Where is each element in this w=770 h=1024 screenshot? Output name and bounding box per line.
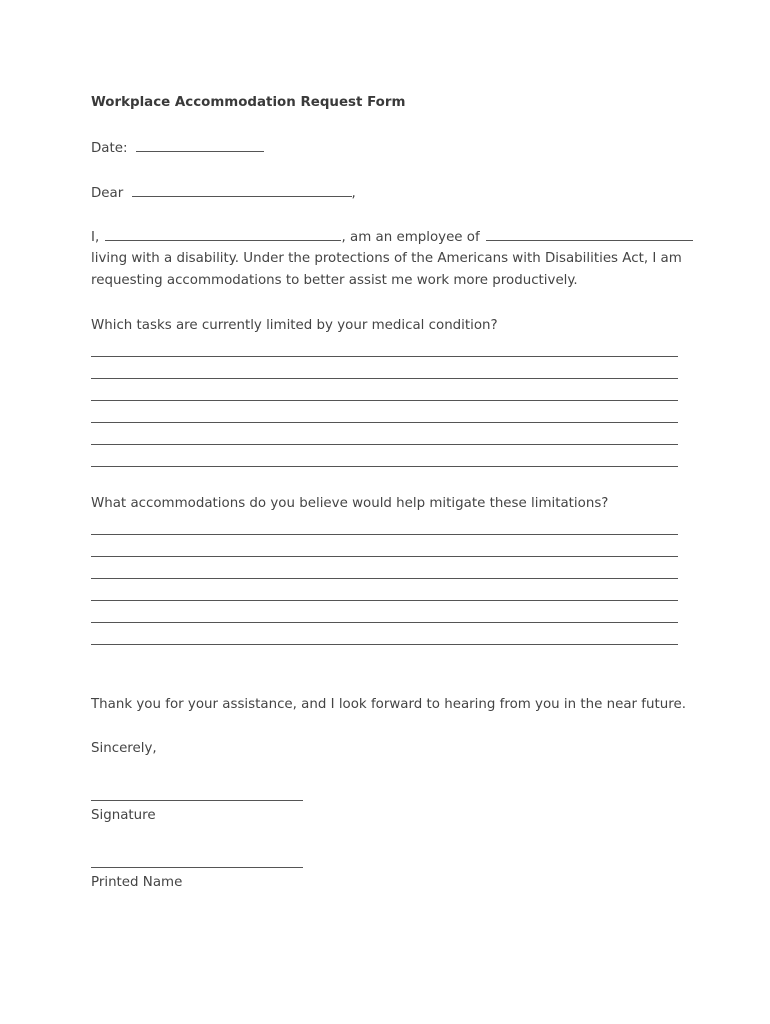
question-accommodations: What accommodations do you believe would help mitigate these limitations?: [91, 496, 609, 511]
printed-name-line: [91, 867, 303, 868]
intro-employee-text: , am an employee of: [341, 230, 480, 245]
date-blank: [136, 137, 264, 152]
closing-text: Thank you for your assistance, and I look forward to hearing from you in the near future.: [91, 697, 686, 712]
printed-name-label: Printed Name: [91, 875, 183, 890]
form-title: Workplace Accommodation Request Form: [91, 95, 406, 110]
signature-line: [91, 800, 303, 801]
answer-line-accommodations-4: [91, 600, 678, 601]
answer-line-accommodations-5: [91, 622, 678, 623]
employee-name-blank: [105, 226, 341, 241]
employer-blank: [486, 226, 693, 241]
answer-line-tasks-3: [91, 400, 678, 401]
answer-line-accommodations-1: [91, 534, 678, 535]
answer-line-accommodations-2: [91, 556, 678, 557]
signature-label: Signature: [91, 808, 156, 823]
answer-line-tasks-2: [91, 378, 678, 379]
answer-line-accommodations-3: [91, 578, 678, 579]
dear-label: Dear: [91, 186, 124, 201]
salutation-row: [91, 182, 356, 205]
recipient-blank: [132, 182, 352, 197]
sincerely-text: Sincerely,: [91, 741, 157, 756]
answer-line-tasks-1: [91, 356, 678, 357]
answer-line-tasks-5: [91, 444, 678, 445]
intro-i-label: I,: [91, 230, 100, 245]
date-row: [91, 137, 264, 160]
dear-comma: ,: [351, 186, 356, 201]
intro-line-2: living with a disability. Under the protections of the Americans with Disabilities Act, I am: [91, 251, 682, 266]
answer-line-tasks-4: [91, 422, 678, 423]
intro-line-1: [91, 226, 693, 249]
answer-line-tasks-6: [91, 466, 678, 467]
intro-line-3: requesting accommodations to better assist me work more productively.: [91, 273, 578, 288]
date-label: Date:: [91, 141, 128, 156]
answer-line-accommodations-6: [91, 644, 678, 645]
question-limited-tasks: Which tasks are currently limited by your medical condition?: [91, 318, 498, 333]
